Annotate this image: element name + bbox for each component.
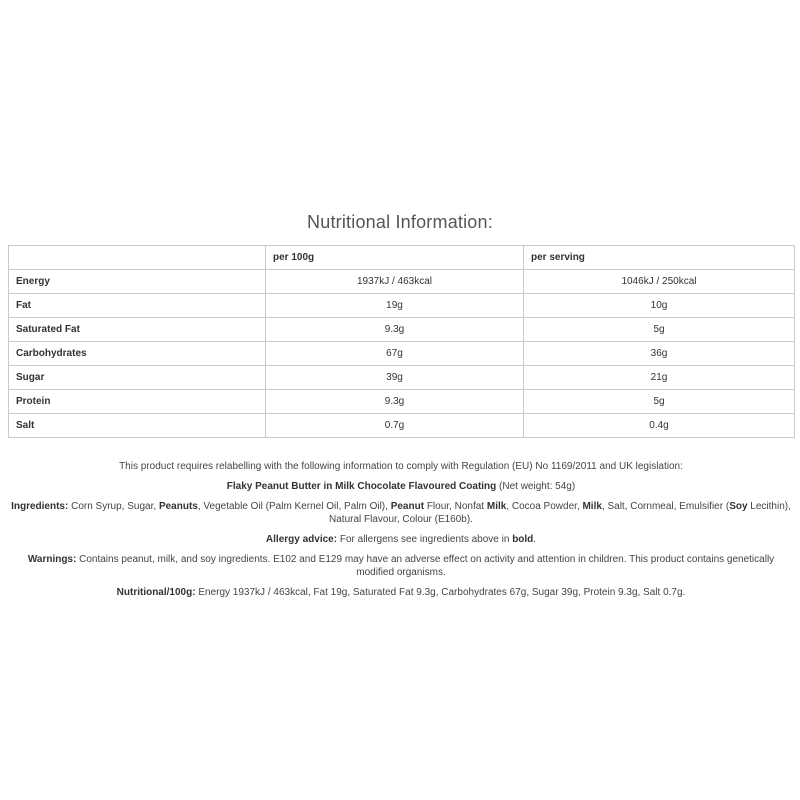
- warnings-label: Warnings:: [27, 554, 77, 565]
- table-row: [9, 270, 795, 294]
- table-row: [9, 342, 795, 366]
- warnings-text: Contains peanut, milk, and soy ingredients. E102 and E129 may have an adverse effect on activity and attention in children. This product contains genetically modified organisms.: [76, 554, 775, 578]
- ingredients-text: Corn Syrup, Sugar,: [68, 501, 159, 512]
- page-title: Nutritional Information:: [307, 212, 493, 232]
- per-100g-value: 9.3g: [266, 318, 524, 342]
- allergy-advice-line: [8, 533, 794, 546]
- net-weight: (Net weight: 54g): [496, 481, 576, 492]
- nutritional-100g-label: Nutritional/100g:: [116, 587, 196, 598]
- row-label: Saturated Fat: [9, 318, 266, 342]
- row-label: Sugar: [9, 366, 266, 390]
- label-info: [8, 460, 794, 606]
- ingredients-text: , Vegetable Oil (Palm Kernel Oil, Palm Oil),: [197, 501, 391, 512]
- row-label: Energy: [9, 270, 266, 294]
- per-serving-value: 10g: [524, 294, 795, 318]
- per-serving-value: 5g: [524, 390, 795, 414]
- nutritional-100g-text: Energy 1937kJ / 463kcal, Fat 19g, Saturated Fat 9.3g, Carbohydrates 67g, Sugar 39g, Protein 9.3g, Salt 0.7g.: [195, 587, 686, 598]
- allergy-bold-word: bold: [512, 534, 534, 545]
- allergen-milk: Milk: [582, 501, 602, 512]
- row-label: Fat: [9, 294, 266, 318]
- warnings-line: [8, 553, 794, 579]
- allergen-milk: Milk: [486, 501, 507, 512]
- per-serving-value: 1046kJ / 250kcal: [524, 270, 795, 294]
- table-row: [9, 414, 795, 438]
- relabel-notice: This product requires relabelling with the following information to comply with Regulation (EU) No 1169/2011 and UK legislation:: [119, 461, 683, 472]
- per-100g-value: 1937kJ / 463kcal: [266, 270, 524, 294]
- row-label: Carbohydrates: [9, 342, 266, 366]
- per-100g-value: 19g: [266, 294, 524, 318]
- allergy-text: For allergens see ingredients above in: [337, 534, 513, 545]
- header-per-100g: per 100g: [266, 246, 524, 270]
- table-row: [9, 294, 795, 318]
- ingredients-text: Flour, Nonfat: [424, 501, 487, 512]
- table-row: [9, 366, 795, 390]
- table-row: [9, 318, 795, 342]
- allergen-peanut: Peanut: [390, 501, 425, 512]
- table-header-row: [9, 246, 795, 270]
- per-100g-value: 9.3g: [266, 390, 524, 414]
- per-serving-value: 21g: [524, 366, 795, 390]
- product-name: Flaky Peanut Butter in Milk Chocolate Flavoured Coating: [226, 481, 497, 492]
- header-per-serving: per serving: [524, 246, 795, 270]
- allergy-label: Allergy advice:: [265, 534, 338, 545]
- per-100g-value: 39g: [266, 366, 524, 390]
- nutrition-table: [8, 245, 795, 438]
- ingredients-label: Ingredients:: [11, 501, 69, 512]
- ingredients-text: Lecithin), Natural Flavour, Colour (E160b).: [329, 501, 791, 525]
- ingredients-line: [8, 500, 794, 526]
- per-serving-value: 36g: [524, 342, 795, 366]
- allergen-soy: Soy: [729, 501, 748, 512]
- row-label: Protein: [9, 390, 266, 414]
- allergy-end: .: [533, 534, 537, 545]
- per-100g-value: 0.7g: [266, 414, 524, 438]
- nutritional-100g-line: [8, 586, 794, 599]
- ingredients-text: , Cocoa Powder,: [506, 501, 583, 512]
- allergen-peanuts: Peanuts: [158, 501, 198, 512]
- header-empty-cell: [9, 246, 266, 270]
- per-100g-value: 67g: [266, 342, 524, 366]
- product-name-line: [8, 480, 794, 493]
- ingredients-text: , Salt, Cornmeal, Emulsifier (: [601, 501, 730, 512]
- per-serving-value: 5g: [524, 318, 795, 342]
- table-row: [9, 390, 795, 414]
- per-serving-value: 0.4g: [524, 414, 795, 438]
- row-label: Salt: [9, 414, 266, 438]
